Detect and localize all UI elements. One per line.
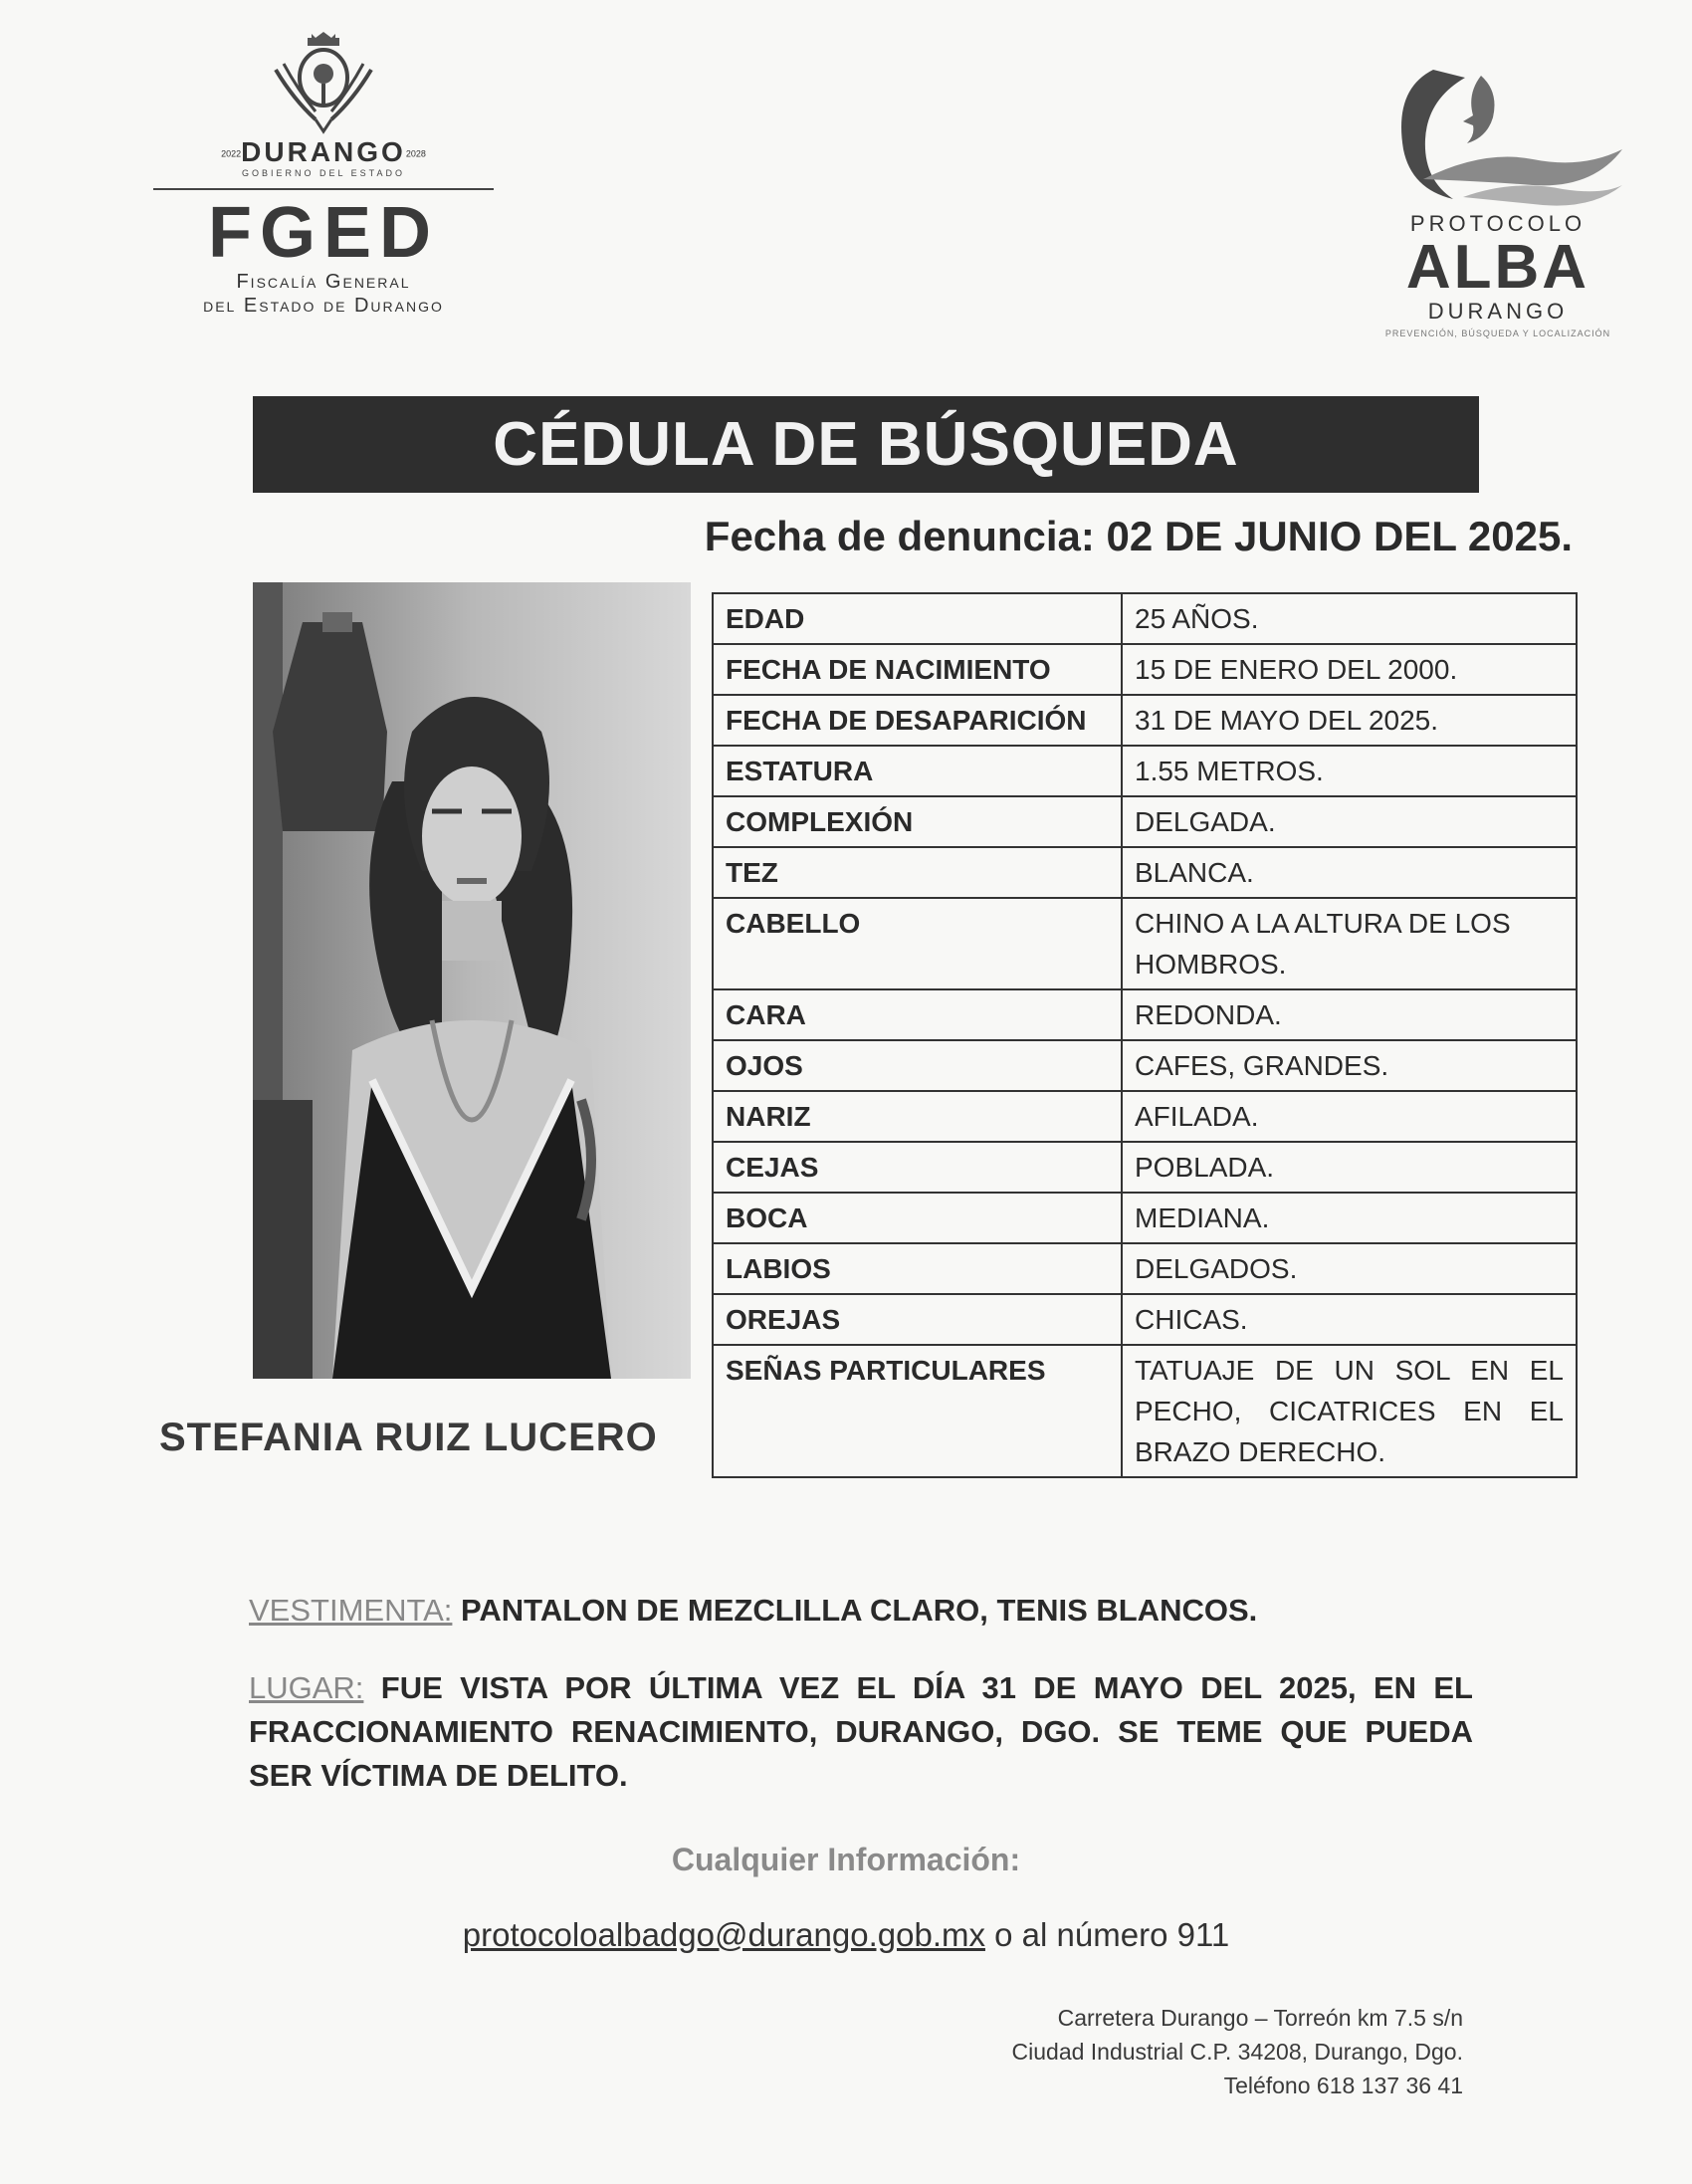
- detail-value: DELGADOS.: [1122, 1243, 1577, 1294]
- detail-label: TEZ: [713, 847, 1122, 898]
- detail-value: AFILADA.: [1122, 1091, 1577, 1142]
- contact-phone-text: o al número 911: [984, 1916, 1230, 1953]
- address-line1: Carretera Durango – Torreón km 7.5 s/n: [1057, 2005, 1463, 2031]
- detail-value: CHICAS.: [1122, 1294, 1577, 1345]
- year-right: 2028: [405, 148, 426, 159]
- person-name: STEFANIA RUIZ LUCERO: [159, 1416, 658, 1459]
- detail-row: [713, 1243, 1577, 1294]
- missing-person-photo: [253, 582, 691, 1379]
- detail-row: [713, 593, 1577, 644]
- detail-label: EDAD: [713, 593, 1122, 644]
- alba-line3: DURANGO: [1427, 299, 1569, 324]
- logo-divider: [153, 188, 494, 190]
- detail-row: [713, 989, 1577, 1040]
- detail-label: FECHA DE NACIMIENTO: [713, 644, 1122, 695]
- detail-value: DELGADA.: [1122, 796, 1577, 847]
- detail-label: CABELLO: [713, 898, 1122, 989]
- detail-label: COMPLEXIÓN: [713, 796, 1122, 847]
- detail-row: [713, 695, 1577, 746]
- fged-name-line2: del Estado de Durango: [203, 295, 444, 317]
- state-name: DURANGO: [241, 136, 406, 167]
- year-left: 2022: [221, 148, 242, 159]
- detail-row: [713, 644, 1577, 695]
- alba-line1: PROTOCOLO: [1409, 211, 1586, 236]
- detail-label: OJOS: [713, 1040, 1122, 1091]
- detail-label: LABIOS: [713, 1243, 1122, 1294]
- address-phone: Teléfono 618 137 36 41: [1223, 2073, 1463, 2098]
- detail-value: POBLADA.: [1122, 1142, 1577, 1193]
- office-address: [876, 2001, 1463, 2102]
- detail-row: [713, 847, 1577, 898]
- detail-value: 25 AÑOS.: [1122, 593, 1577, 644]
- detail-row: [713, 1294, 1577, 1345]
- contact-email-link[interactable]: protocoloalbadgo@durango.gob.mx: [462, 1916, 985, 1953]
- detail-row: [713, 898, 1577, 989]
- detail-value: REDONDA.: [1122, 989, 1577, 1040]
- detail-row: [713, 1040, 1577, 1091]
- fged-logo: [149, 30, 498, 338]
- detail-row: [713, 1091, 1577, 1142]
- info-heading: Cualquier Información:: [671, 1842, 1021, 1877]
- detail-row: [713, 1142, 1577, 1193]
- report-date: Fecha de denuncia: 02 DE JUNIO DEL 2025.: [704, 513, 1573, 559]
- detail-row: [713, 1345, 1577, 1477]
- fged-abbreviation: FGED: [207, 193, 439, 273]
- detail-value: CAFES, GRANDES.: [1122, 1040, 1577, 1091]
- detail-label: NARIZ: [713, 1091, 1122, 1142]
- detail-value: 1.55 METROS.: [1122, 746, 1577, 796]
- detail-row: [713, 796, 1577, 847]
- clothing-text: PANTALON DE MEZCLILLA CLARO, TENIS BLANCOS.: [461, 1593, 1258, 1628]
- detail-value: BLANCA.: [1122, 847, 1577, 898]
- location-label: LUGAR:: [249, 1670, 364, 1705]
- detail-value: 31 DE MAYO DEL 2025.: [1122, 695, 1577, 746]
- detail-value: TATUAJE DE UN SOL EN EL PECHO, CICATRICES EN EL BRAZO DERECHO.: [1122, 1345, 1577, 1477]
- detail-value: CHINO A LA ALTURA DE LOS HOMBROS.: [1122, 898, 1577, 989]
- details-body: [713, 593, 1577, 1477]
- detail-label: BOCA: [713, 1193, 1122, 1243]
- detail-label: SEÑAS PARTICULARES: [713, 1345, 1122, 1477]
- detail-label: CARA: [713, 989, 1122, 1040]
- alba-logo: [1359, 60, 1637, 348]
- detail-label: CEJAS: [713, 1142, 1122, 1193]
- detail-row: [713, 746, 1577, 796]
- document-title: CÉDULA DE BÚSQUEDA: [253, 396, 1479, 493]
- alba-tagline: PREVENCIÓN, BÚSQUEDA Y LOCALIZACIÓN: [1384, 328, 1611, 338]
- detail-label: FECHA DE DESAPARICIÓN: [713, 695, 1122, 746]
- detail-label: OREJAS: [713, 1294, 1122, 1345]
- alba-line2: ALBA: [1405, 233, 1590, 302]
- woman-profile-icon: [1364, 60, 1632, 209]
- address-line2: Ciudad Industrial C.P. 34208, Durango, Dgo.: [1011, 2039, 1463, 2065]
- detail-value: MEDIANA.: [1122, 1193, 1577, 1243]
- clothing-label: VESTIMENTA:: [249, 1593, 453, 1628]
- clothing-section: [249, 1593, 1473, 1629]
- location-section: [249, 1666, 1473, 1798]
- detail-row: [713, 1193, 1577, 1243]
- state-seal-icon: [264, 30, 383, 134]
- contact-line: [0, 1916, 1692, 1954]
- detail-value: 15 DE ENERO DEL 2000.: [1122, 644, 1577, 695]
- location-text: FUE VISTA POR ÚLTIMA VEZ EL DÍA 31 DE MAYO DEL 2025, EN EL FRACCIONAMIENTO RENACIMIENTO, DURANGO, DGO. SE TEME QUE PUEDA SER VÍCTIMA DE DELITO.: [249, 1670, 1473, 1793]
- fged-name-line1: Fiscalía General: [236, 271, 411, 293]
- physical-description-table: [712, 592, 1578, 1478]
- detail-label: ESTATURA: [713, 746, 1122, 796]
- government-label: GOBIERNO DEL ESTADO: [241, 168, 406, 178]
